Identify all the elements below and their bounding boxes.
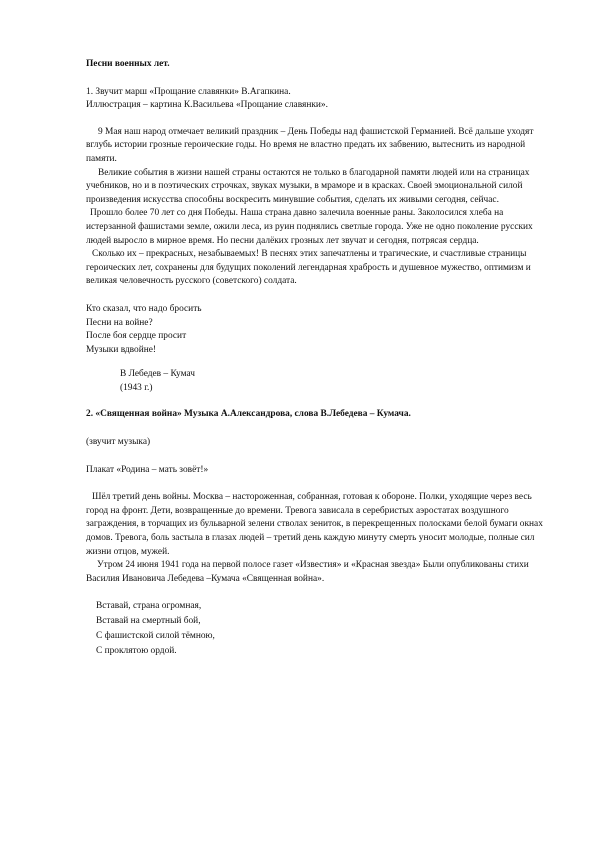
paragraph: Утром 24 июня 1941 года на первой полосе газет «Известия» и «Красная звезда» Были опубликованы стихи Василия Ивановича Лебедева –Кумача «Священная война». bbox=[86, 560, 529, 584]
poem-line: Вставай, страна огромная, bbox=[96, 601, 202, 612]
section1-heading: 1. Звучит марш «Прощание славянки» В.Агапкина. bbox=[86, 86, 291, 97]
poem-line: С проклятою ордой. bbox=[96, 646, 177, 657]
poem-line: Вставай на смертный бой, bbox=[96, 616, 201, 627]
music-note: (звучит музыка) bbox=[86, 437, 151, 448]
poem-line: После боя сердце просит bbox=[86, 331, 187, 342]
section1-illustration: Иллюстрация – картина К.Васильева «Прощание славянки». bbox=[86, 100, 328, 111]
poem-quote bbox=[86, 303, 555, 357]
paragraph: Великие события в жизни нашей страны остаются не только в благодарной памяти людей или на страницах учебников, но и в поэтических строчках, звуках музыки, в мраморе и в красках. Своей эмоциональной силой произведения искусства способны воскресить минувшие события, сделать их живыми сегодня, сейчас. bbox=[86, 167, 530, 205]
poem-line: С фашистской силой тёмною, bbox=[96, 631, 215, 642]
section2-song-title: «Священная война» bbox=[95, 409, 182, 420]
attribution-author: В Лебедев – Кумач bbox=[120, 369, 195, 380]
paragraph: Прошло более 70 лет со дня Победы. Наша страна давно залечила военные раны. Заколосился хлеба на истерзанной фашистами земле, ожили леса, из руин поднялись светлые города. Уже не одно поколение русских людей выросло в мирное время. Но песни далёких грозных лет звучат и сегодня, потрясая сердца. bbox=[86, 208, 533, 246]
section2-heading bbox=[86, 408, 555, 422]
section2-credits: Музыка А.Александрова, слова В.Лебедева – Кумача. bbox=[181, 409, 411, 420]
paragraph: 9 Мая наш народ отмечает великий праздник – День Победы над фашистской Германией. Всё дальше уходят вглубь истории грозные героические годы. Но время не властно предать их забвению, вытеснить из народной памяти. bbox=[86, 126, 534, 164]
poem-excerpt bbox=[86, 599, 555, 659]
poem-line: Музыки вдвойне! bbox=[86, 344, 157, 355]
section2-number: 2. bbox=[86, 409, 96, 420]
paragraph: Сколько их – прекрасных, незабываемых! В песнях этих запечатлены и трагические, и счастливые страницы героических лет, сохранены для будущих поколений легендарная храбрость и душевное мужество, оптимизм и великая человечность русского (советского) солдата. bbox=[86, 249, 531, 287]
attribution-year: (1943 г.) bbox=[120, 382, 153, 393]
document-title: Песни военных лет. bbox=[86, 59, 170, 69]
paragraph: Шёл третий день войны. Москва – настороженная, собранная, готовая к обороне. Полки, уходящие через весь город на фронт. Дети, возвращенные до времени. Тревога зависала в серебристых аэростатах воздушного заграждения, в торчащих из бульварной зелени стволах зениток, в перекрещенных полосками белой бумаги окнах домов. Тревога, боль застыла в глазах людей – третий день каждую минуту смерть уносит молодые, полные сил жизни отцов, мужей. bbox=[86, 492, 543, 557]
poster-caption: Плакат «Родина – мать зовёт!» bbox=[86, 464, 209, 475]
poem-line: Песни на войне? bbox=[86, 317, 153, 328]
poem-line: Кто сказал, что надо бросить bbox=[86, 303, 202, 314]
poem-attribution bbox=[86, 368, 555, 395]
